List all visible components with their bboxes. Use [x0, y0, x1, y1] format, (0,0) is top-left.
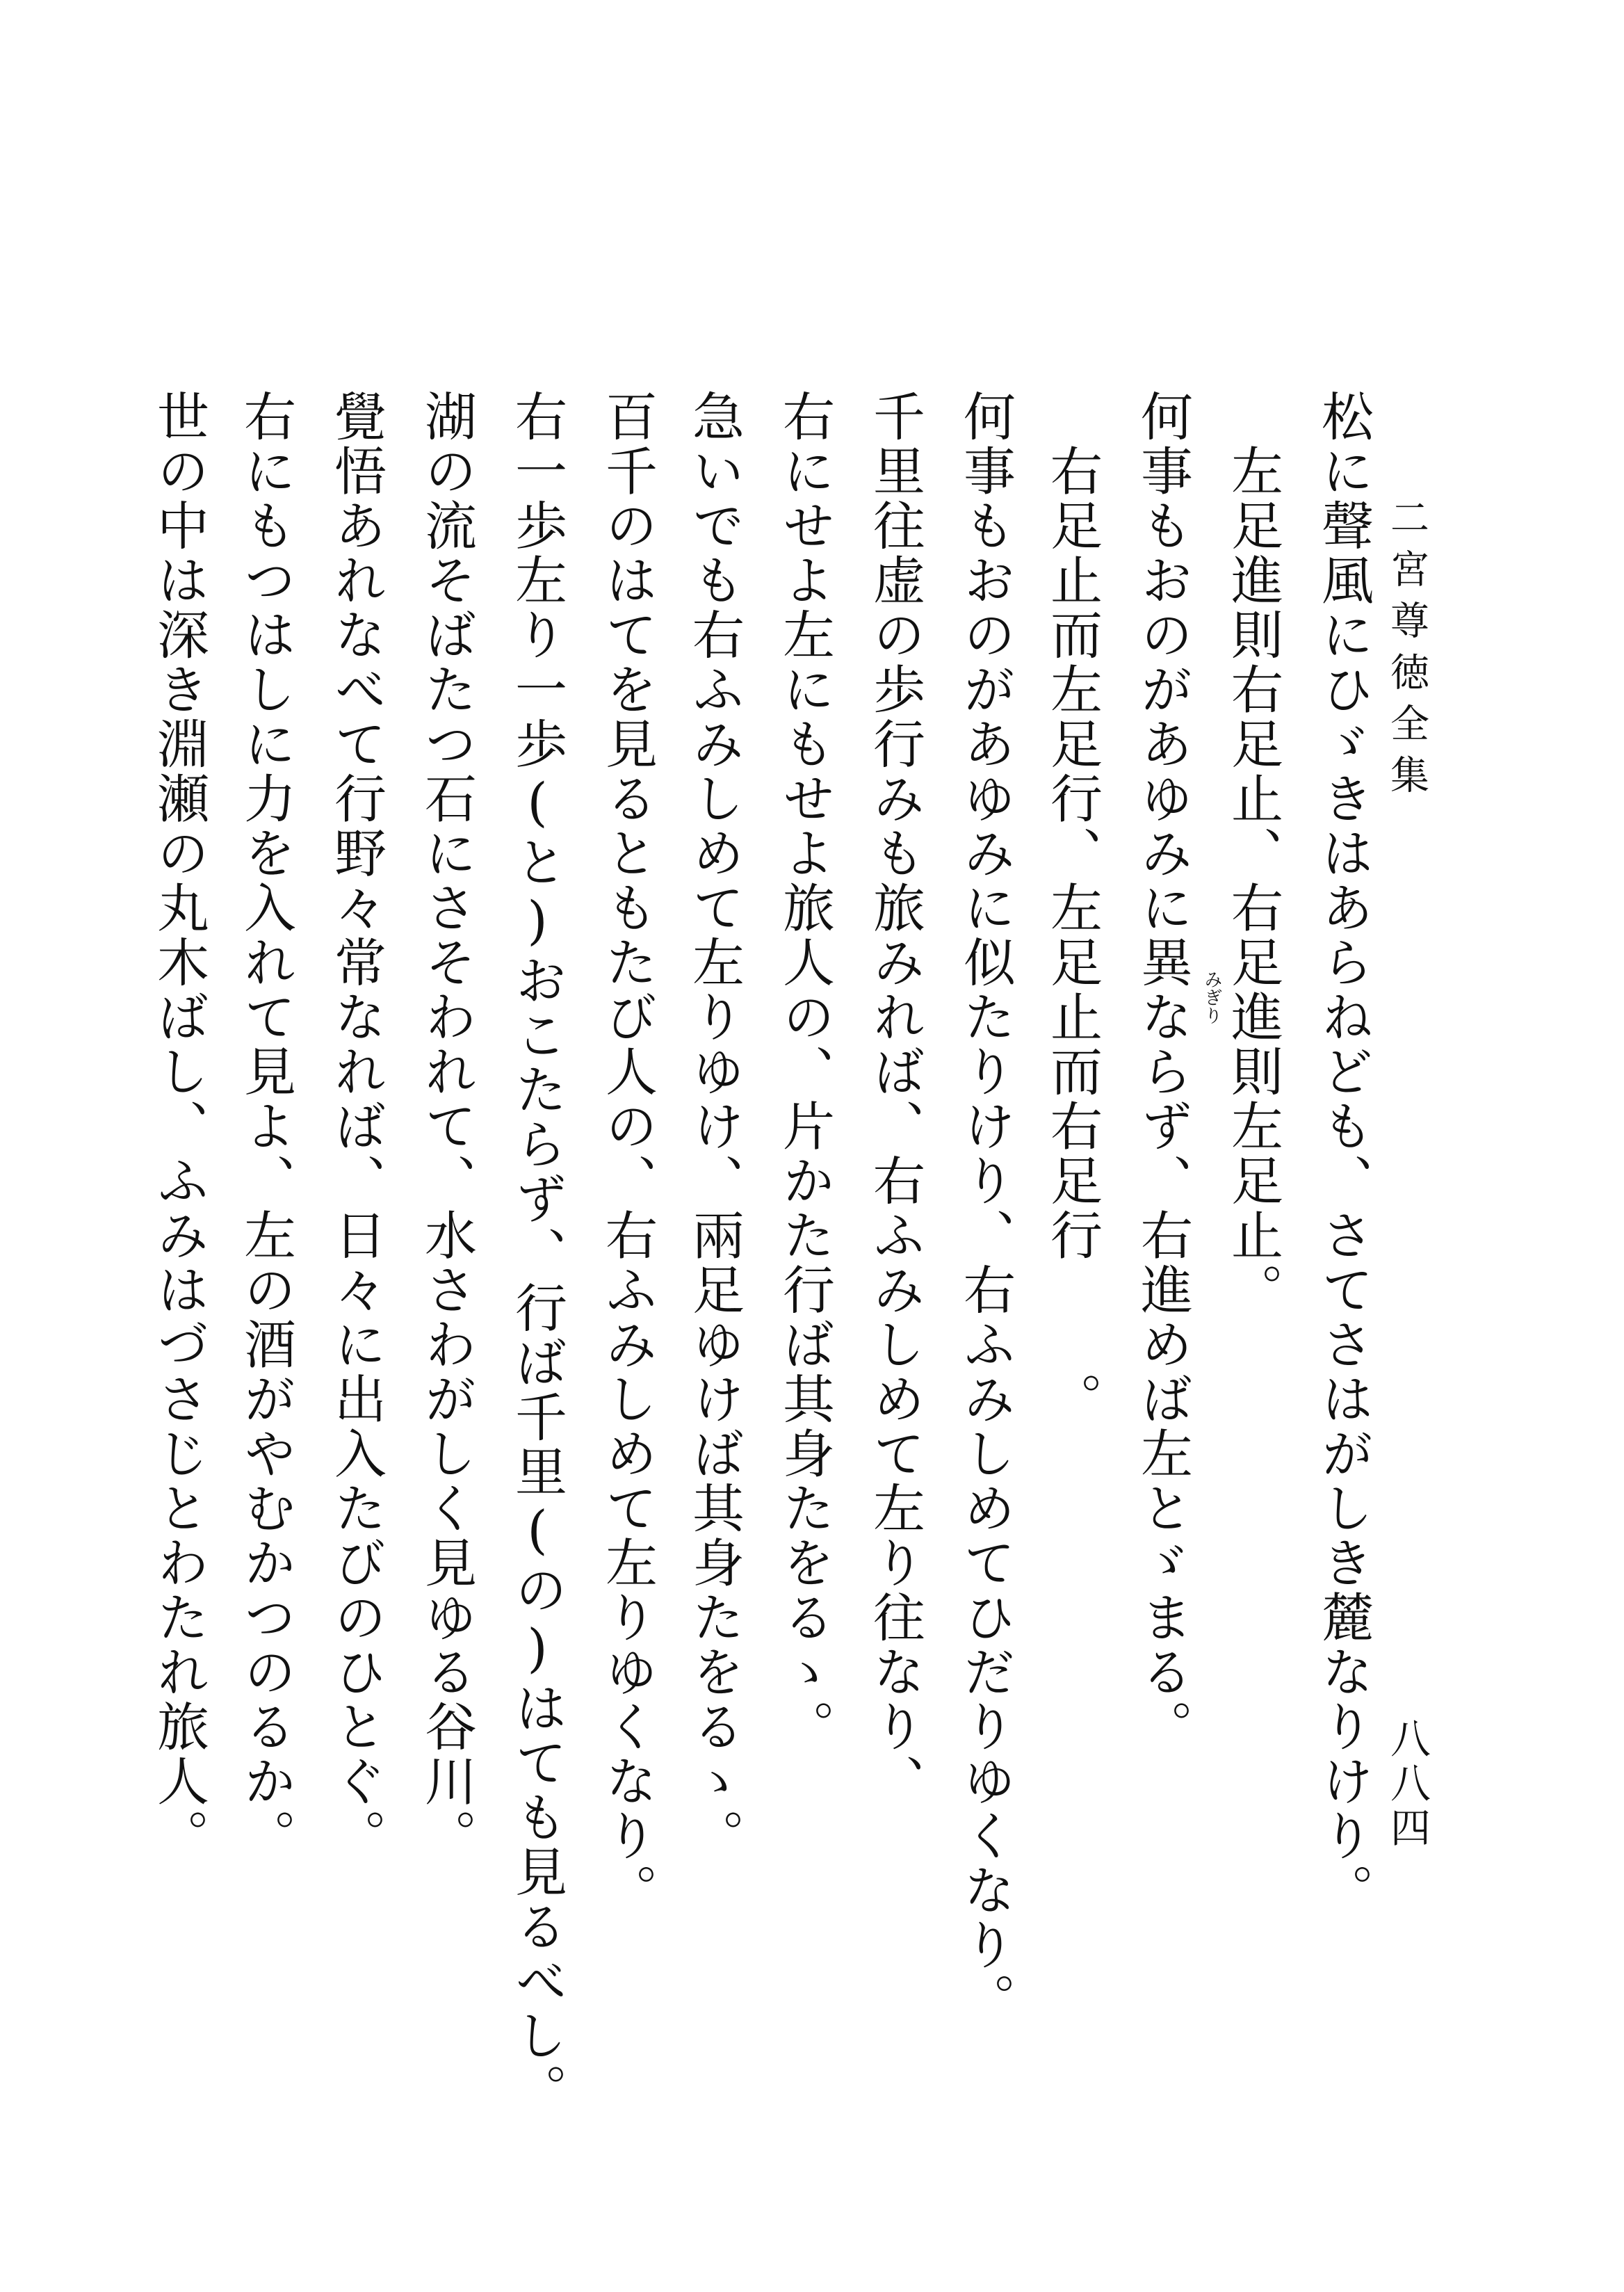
page-number: 八八四 — [1383, 1718, 1431, 1851]
verse-line-14: 世の中は深き淵瀬の丸木ばし、ふみはづさじとわたれ旅人。 — [149, 389, 210, 1864]
verse-line-9: 百千のはてを見るともたび人の、右ふみしめて左りゆくなり。 — [597, 389, 658, 1918]
verse-line-10: 右一歩左り一歩(と)おこたらず、行ば千里(の)はても見るべし。 — [507, 389, 568, 2118]
verse-line-3: 何事もおのがあゆみに異ならず、右進めば左とゞまる。 — [1132, 389, 1194, 1754]
running-title: 二宮尊徳全集 — [1384, 497, 1429, 806]
verse-line-7: 右にせよ左にもせよ旅人の、片かた行ば其身たをるゝ。 — [774, 389, 836, 1754]
verse-line-1: 松に聲風にひゞきはあらねども、さてさはがしき麓なりけり。 — [1313, 389, 1374, 1918]
verse-line-13: 右にもつはしに力を入れて見よ、左の酒がやむかつのるか。 — [236, 389, 297, 1864]
verse-line-6: 千里往虚の歩行みも旅みれば、右ふみしめて左り往なり、 — [865, 389, 926, 1809]
verse-line-11: 湖の流そばたつ石にさそわれて、水さわがしく見ゆる谷川。 — [416, 389, 478, 1864]
verse-line-12: 覺悟あれなべて行野々常なれば、日々に出入たびのひとぐ。 — [326, 389, 387, 1864]
verse-line-2: 左足進則右足止、右足進則左足止。 — [1223, 389, 1284, 1318]
verse-line-4: 右足止而左足行、左足止而右足行 。 — [1042, 389, 1103, 1427]
verse-line-8: 急いでも右ふみしめて左りゆけ、兩足ゆけば其身たをるゝ。 — [684, 389, 745, 1864]
verse-line-5: 何事もおのがあゆみに似たりけり、右ふみしめてひだりゆくなり。 — [955, 389, 1016, 2027]
ruby-annotation: みぎり — [1201, 970, 1222, 1024]
